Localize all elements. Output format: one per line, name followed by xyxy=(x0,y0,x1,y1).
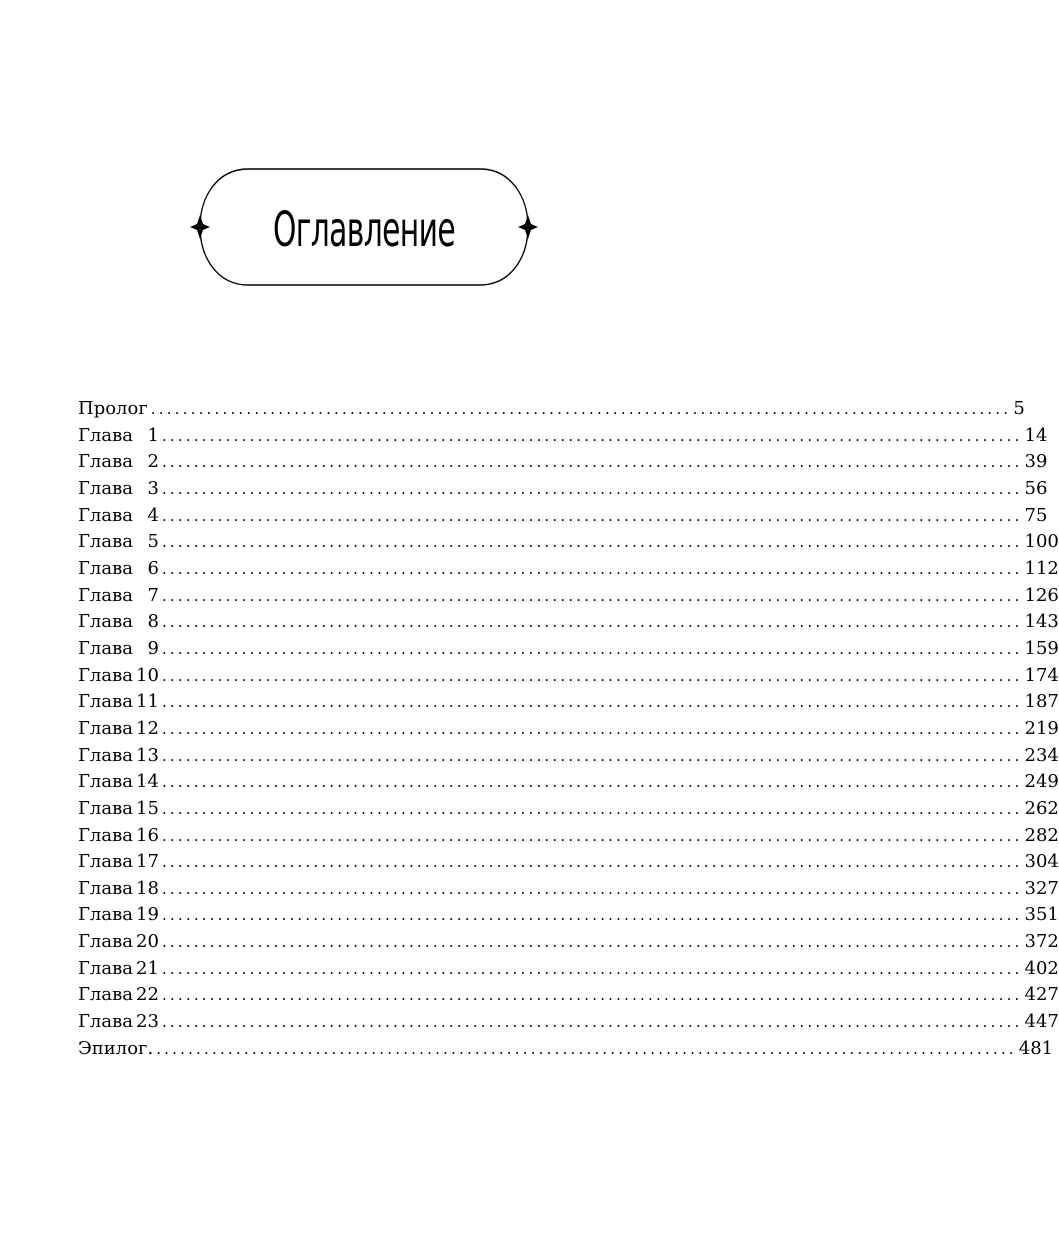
toc-entry-label xyxy=(78,503,162,530)
toc-entry-label xyxy=(78,689,162,716)
toc-entry-title: Глава xyxy=(78,477,133,499)
toc-entry-title: Глава xyxy=(78,957,133,979)
toc-dot-leader: ............................................................................................................ xyxy=(161,559,1023,578)
toc-dot-leader: ............................................................................................................ xyxy=(161,453,1023,472)
toc-entry-page-number: 39 xyxy=(1024,451,1048,473)
toc-entry-label xyxy=(78,982,162,1009)
toc-entry-page-number: 187 xyxy=(1024,691,1059,713)
toc-entry-label xyxy=(78,609,162,636)
toc-entry-title: Глава xyxy=(78,637,133,659)
toc-dot-leader: ............................................................................................................ xyxy=(161,719,1023,738)
toc-entry-number: 1 xyxy=(147,424,159,446)
toc-entry-title: Глава xyxy=(78,877,133,899)
toc-entry-label xyxy=(78,743,162,770)
toc-entry xyxy=(78,769,1059,796)
toc-entry-title: Глава xyxy=(78,1011,133,1033)
toc-dot-leader: ............................................................................................................ xyxy=(161,906,1023,925)
toc-entry-number: 13 xyxy=(136,744,159,766)
toc-dot-leader: ............................................................................................................ xyxy=(161,826,1023,845)
toc-entry-page-number: 174 xyxy=(1024,664,1059,686)
toc-entry-page-number: 112 xyxy=(1024,557,1059,579)
toc-entry-page-number: 14 xyxy=(1024,424,1048,446)
toc-dot-leader: ............................................................................................................ xyxy=(161,799,1023,818)
toc-entry-label xyxy=(78,1036,156,1063)
toc-entry xyxy=(78,876,1059,903)
toc-entry-label xyxy=(78,796,162,823)
toc-entry xyxy=(78,529,1059,556)
toc-entry-number: 6 xyxy=(147,557,159,579)
toc-entry-title: Глава xyxy=(78,451,133,473)
toc-entry xyxy=(78,609,1059,636)
toc-entry-number: 18 xyxy=(136,877,159,899)
toc-dot-leader: ............................................................................................................ xyxy=(161,933,1023,952)
toc-entry xyxy=(78,636,1059,663)
right-diamond-icon xyxy=(518,215,538,239)
toc-dot-leader: ............................................................................................................ xyxy=(161,666,1023,685)
toc-entry-title: Глава xyxy=(78,557,133,579)
toc-entry-number: 11 xyxy=(136,691,159,713)
toc-entry-title: Глава xyxy=(78,984,133,1006)
toc-entry-page-number: 75 xyxy=(1024,504,1048,526)
toc-entry-page-number: 372 xyxy=(1024,931,1059,953)
toc-entry-page-number: 219 xyxy=(1024,717,1059,739)
toc-entry-title: Глава xyxy=(78,424,133,446)
toc-entry xyxy=(78,583,1059,610)
page-title: Оглавление xyxy=(272,202,456,258)
toc-entry-label xyxy=(78,956,162,983)
toc-entry-title: Глава xyxy=(78,771,133,793)
title-frame xyxy=(188,166,540,288)
toc-entry xyxy=(78,902,1059,929)
toc-entry xyxy=(78,929,1059,956)
toc-entry xyxy=(78,1036,1054,1063)
toc-entry-number: 16 xyxy=(136,824,159,846)
toc-entry-label xyxy=(78,636,162,663)
toc-entry xyxy=(78,796,1059,823)
toc-entry-number: 7 xyxy=(147,584,159,606)
toc-entry-label xyxy=(78,449,162,476)
toc-entry xyxy=(78,476,1048,503)
toc-entry-page-number: 351 xyxy=(1024,904,1059,926)
toc-entry xyxy=(78,956,1059,983)
toc-entry-label xyxy=(78,556,162,583)
toc-entry-label xyxy=(78,583,162,610)
toc-entry-title: Глава xyxy=(78,584,133,606)
toc-entry xyxy=(78,743,1059,770)
toc-entry-number: 19 xyxy=(136,904,159,926)
toc-entry xyxy=(78,849,1059,876)
toc-entry-page-number: 56 xyxy=(1024,477,1048,499)
toc-dot-leader: ............................................................................................................ xyxy=(161,879,1023,898)
toc-entry-number: 2 xyxy=(147,451,159,473)
left-diamond-icon xyxy=(190,215,210,239)
toc-dot-leader: ............................................................................................................ xyxy=(161,533,1023,552)
toc-entry-number: 20 xyxy=(136,931,159,953)
toc-entry-number: 4 xyxy=(147,504,159,526)
toc-entry-page-number: 481 xyxy=(1018,1037,1054,1059)
toc-dot-leader: ............................................................................................................ xyxy=(161,613,1023,632)
toc-entry-title: Глава xyxy=(78,691,133,713)
toc-entry-label xyxy=(78,529,162,556)
toc-entry-number: 5 xyxy=(147,531,159,553)
toc-entry xyxy=(78,503,1048,530)
toc-entry-title: Глава xyxy=(78,717,133,739)
toc-dot-leader: ............................................................................................................ xyxy=(161,506,1023,525)
toc-entry-title: Глава xyxy=(78,931,133,953)
toc-entry-title: Глава xyxy=(78,531,133,553)
toc-entry-label xyxy=(78,823,162,850)
toc-dot-leader: ............................................................................................................ xyxy=(161,639,1023,658)
toc-entry xyxy=(78,716,1059,743)
toc-entry xyxy=(78,423,1048,450)
toc-entry-label xyxy=(78,1009,162,1036)
toc-entry-title: Пролог xyxy=(78,398,148,419)
toc-entry-title: Глава xyxy=(78,504,133,526)
toc-dot-leader: ............................................................................................................ xyxy=(161,426,1023,445)
toc-dot-leader: ............................................................................................................ xyxy=(161,853,1023,872)
toc-entry xyxy=(78,1009,1059,1036)
toc-entry-page-number: 304 xyxy=(1024,851,1059,873)
toc-entry xyxy=(78,396,1025,423)
toc-entry-title: Глава xyxy=(78,744,133,766)
toc-entry xyxy=(78,663,1059,690)
toc-dot-leader: ............................................................................................................ xyxy=(161,986,1023,1005)
toc-entry-label xyxy=(78,716,162,743)
toc-entry-label xyxy=(78,476,162,503)
toc-entry-number: 8 xyxy=(147,611,159,633)
toc-entry-number: 23 xyxy=(136,1011,159,1033)
toc-entry-label xyxy=(78,902,162,929)
toc-entry-page-number: 100 xyxy=(1024,531,1059,553)
toc-entry-number: 12 xyxy=(136,717,159,739)
toc-entry-title: Глава xyxy=(78,824,133,846)
toc-entry-page-number: 143 xyxy=(1024,611,1059,633)
toc-entry-number: 21 xyxy=(136,957,159,979)
toc-entry-title: Глава xyxy=(78,611,133,633)
toc-dot-leader: ............................................................................................................ xyxy=(161,693,1023,712)
toc-entry-number: 3 xyxy=(147,477,159,499)
toc-entry xyxy=(78,556,1059,583)
toc-entry xyxy=(78,689,1059,716)
toc-entry-number: 22 xyxy=(136,984,159,1006)
toc-entry-label xyxy=(78,663,162,690)
toc-dot-leader: ............................................................................................................ xyxy=(161,1013,1023,1032)
toc-entry-page-number: 327 xyxy=(1024,877,1059,899)
toc-entry-label xyxy=(78,929,162,956)
toc-entry-page-number: 402 xyxy=(1024,957,1059,979)
toc-entry-label xyxy=(78,396,151,423)
toc-entry-label xyxy=(78,849,162,876)
toc-entry-page-number: 249 xyxy=(1024,771,1059,793)
toc-entry-title: Глава xyxy=(78,851,133,873)
toc-dot-leader: ............................................................................................................ xyxy=(161,959,1023,978)
toc-entry-title: Глава xyxy=(78,904,133,926)
toc-entry-title: Глава xyxy=(78,797,133,819)
toc-entry-number: 10 xyxy=(136,664,159,686)
toc-entry-title: Глава xyxy=(78,664,133,686)
toc-entry-title: Эпилог. xyxy=(78,1037,154,1059)
toc-entry xyxy=(78,823,1059,850)
toc-entry xyxy=(78,449,1048,476)
toc-entry-label xyxy=(78,769,162,796)
toc-entry-page-number: 282 xyxy=(1024,824,1059,846)
toc-dot-leader: ............................................................................................................ xyxy=(161,479,1023,498)
toc-entry-number: 9 xyxy=(147,637,159,659)
toc-entry-page-number: 126 xyxy=(1024,584,1059,606)
toc-entry-page-number: 427 xyxy=(1024,984,1059,1006)
table-of-contents xyxy=(78,396,1059,1062)
toc-entry-number: 14 xyxy=(136,771,159,793)
toc-entry-page-number: 234 xyxy=(1024,744,1059,766)
toc-dot-leader: ............................................................................................................ xyxy=(150,400,1012,418)
toc-entry-page-number: 262 xyxy=(1024,797,1059,819)
toc-entry-number: 17 xyxy=(136,851,159,873)
toc-entry-label xyxy=(78,876,162,903)
toc-entry-label xyxy=(78,423,162,450)
toc-dot-leader: ............................................................................................................ xyxy=(161,586,1023,605)
toc-dot-leader: ............................................................................................................ xyxy=(161,773,1023,792)
toc-entry xyxy=(78,982,1059,1009)
toc-entry-page-number: 447 xyxy=(1024,1011,1059,1033)
toc-dot-leader: ............................................................................................................ xyxy=(156,1039,1017,1058)
toc-entry-page-number: 5 xyxy=(1013,398,1025,419)
toc-entry-page-number: 159 xyxy=(1024,637,1059,659)
toc-dot-leader: ............................................................................................................ xyxy=(161,746,1023,765)
toc-entry-number: 15 xyxy=(136,797,159,819)
